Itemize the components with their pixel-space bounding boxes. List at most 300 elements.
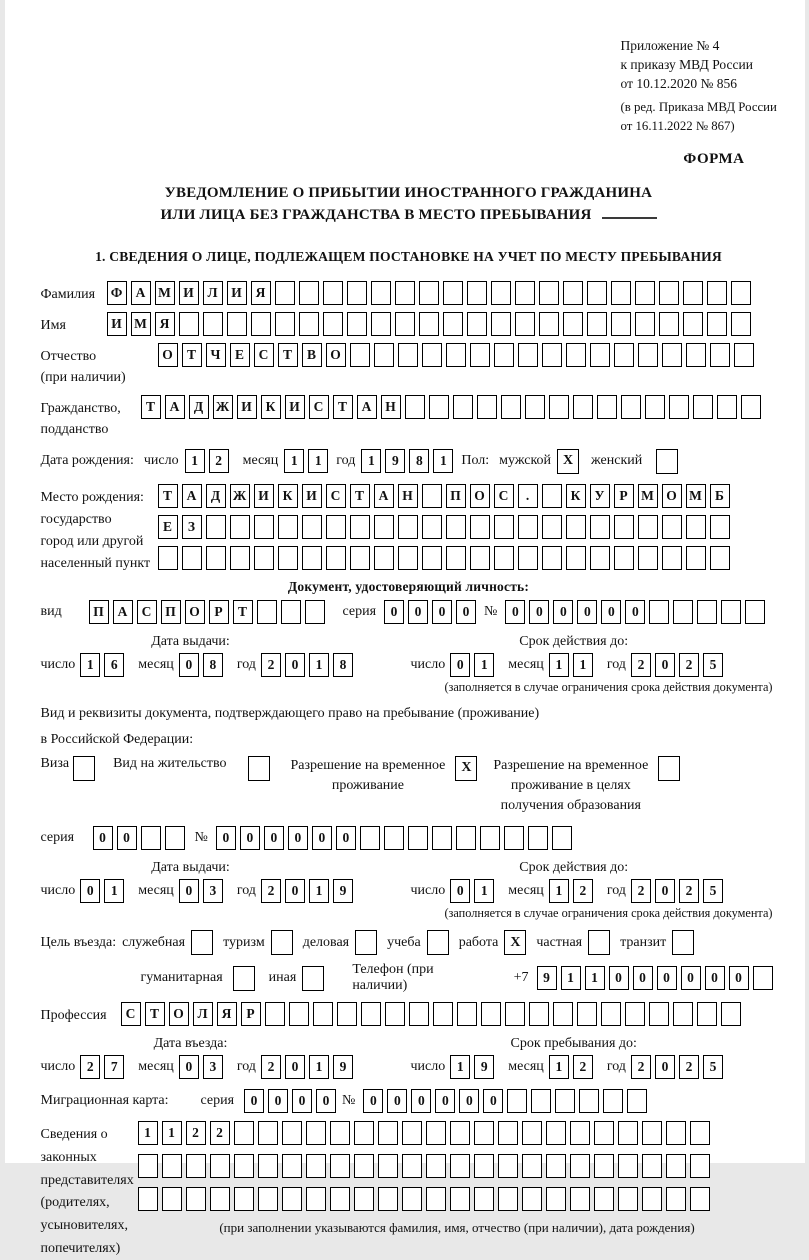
form-cell[interactable] — [446, 343, 466, 367]
form-cell[interactable]: 2 — [631, 1055, 651, 1079]
form-cell[interactable] — [254, 515, 274, 539]
form-cell[interactable] — [690, 1187, 710, 1211]
form-cell[interactable]: Ч — [206, 343, 226, 367]
form-cell[interactable] — [635, 312, 655, 336]
form-cell[interactable] — [162, 1187, 182, 1211]
form-cell[interactable] — [579, 1089, 599, 1113]
form-cell[interactable] — [326, 546, 346, 570]
form-cell[interactable]: Т — [333, 395, 353, 419]
form-cell[interactable]: 0 — [705, 966, 725, 990]
form-cell[interactable] — [549, 395, 569, 419]
form-cell[interactable]: М — [155, 281, 175, 305]
form-cell[interactable] — [408, 826, 428, 850]
form-cell[interactable]: 0 — [633, 966, 653, 990]
form-cell[interactable] — [398, 546, 418, 570]
form-cell[interactable] — [305, 600, 325, 624]
form-cell[interactable]: В — [302, 343, 322, 367]
purpose-humanitarian-checkbox[interactable] — [233, 966, 255, 991]
form-cell[interactable]: 0 — [336, 826, 356, 850]
form-cell[interactable] — [278, 546, 298, 570]
form-cell[interactable] — [433, 1002, 453, 1026]
form-cell[interactable]: 2 — [209, 449, 229, 473]
form-cell[interactable] — [686, 546, 706, 570]
form-cell[interactable]: И — [237, 395, 257, 419]
form-cell[interactable]: М — [131, 312, 151, 336]
form-cell[interactable]: 0 — [655, 653, 675, 677]
form-cell[interactable]: 0 — [601, 600, 621, 624]
form-cell[interactable]: 2 — [679, 653, 699, 677]
form-cell[interactable]: 0 — [435, 1089, 455, 1113]
form-cell[interactable] — [186, 1187, 206, 1211]
form-cell[interactable]: 1 — [309, 653, 329, 677]
form-cell[interactable]: 1 — [361, 449, 381, 473]
form-cell[interactable] — [281, 600, 301, 624]
form-cell[interactable] — [457, 1002, 477, 1026]
form-cell[interactable] — [422, 546, 442, 570]
form-cell[interactable] — [555, 1089, 575, 1113]
form-cell[interactable] — [378, 1187, 398, 1211]
form-cell[interactable] — [666, 1121, 686, 1145]
form-cell[interactable]: 0 — [657, 966, 677, 990]
form-cell[interactable] — [659, 312, 679, 336]
form-cell[interactable] — [642, 1187, 662, 1211]
form-cell[interactable] — [507, 1089, 527, 1113]
form-cell[interactable] — [546, 1154, 566, 1178]
form-cell[interactable] — [614, 515, 634, 539]
form-cell[interactable]: 0 — [408, 600, 428, 624]
form-cell[interactable] — [371, 312, 391, 336]
form-cell[interactable] — [446, 546, 466, 570]
form-cell[interactable]: 0 — [456, 600, 476, 624]
form-cell[interactable]: 1 — [450, 1055, 470, 1079]
form-cell[interactable] — [566, 546, 586, 570]
form-cell[interactable]: Е — [230, 343, 250, 367]
form-cell[interactable]: Т — [278, 343, 298, 367]
form-cell[interactable] — [289, 1002, 309, 1026]
form-cell[interactable] — [710, 343, 730, 367]
form-cell[interactable] — [539, 312, 559, 336]
form-cell[interactable]: 1 — [549, 879, 569, 903]
form-cell[interactable] — [419, 281, 439, 305]
form-cell[interactable]: 0 — [292, 1089, 312, 1113]
form-cell[interactable] — [659, 281, 679, 305]
form-cell[interactable]: 0 — [179, 653, 199, 677]
form-cell[interactable]: 9 — [385, 449, 405, 473]
form-cell[interactable]: Я — [251, 281, 271, 305]
form-cell[interactable] — [603, 1089, 623, 1113]
form-cell[interactable] — [683, 281, 703, 305]
form-cell[interactable] — [611, 281, 631, 305]
form-cell[interactable] — [384, 826, 404, 850]
form-cell[interactable] — [450, 1121, 470, 1145]
form-cell[interactable] — [707, 281, 727, 305]
form-cell[interactable]: Р — [241, 1002, 261, 1026]
form-cell[interactable] — [707, 312, 727, 336]
form-cell[interactable]: 0 — [655, 879, 675, 903]
form-cell[interactable] — [398, 343, 418, 367]
form-cell[interactable] — [501, 395, 521, 419]
form-cell[interactable] — [518, 515, 538, 539]
form-cell[interactable] — [299, 312, 319, 336]
form-cell[interactable]: С — [326, 484, 346, 508]
form-cell[interactable] — [402, 1121, 422, 1145]
form-cell[interactable] — [470, 343, 490, 367]
form-cell[interactable] — [186, 1154, 206, 1178]
form-cell[interactable] — [210, 1154, 230, 1178]
form-cell[interactable]: 0 — [179, 879, 199, 903]
form-cell[interactable]: И — [302, 484, 322, 508]
form-cell[interactable] — [395, 312, 415, 336]
form-cell[interactable]: 1 — [573, 653, 593, 677]
form-cell[interactable] — [203, 312, 223, 336]
form-cell[interactable] — [467, 281, 487, 305]
form-cell[interactable] — [505, 1002, 525, 1026]
form-cell[interactable]: 2 — [573, 1055, 593, 1079]
form-cell[interactable] — [731, 281, 751, 305]
form-cell[interactable]: Т — [233, 600, 253, 624]
form-cell[interactable]: К — [278, 484, 298, 508]
form-cell[interactable]: 2 — [631, 653, 651, 677]
form-cell[interactable] — [522, 1187, 542, 1211]
form-cell[interactable]: 2 — [679, 879, 699, 903]
form-cell[interactable] — [227, 312, 247, 336]
form-cell[interactable] — [522, 1154, 542, 1178]
form-cell[interactable]: 5 — [703, 653, 723, 677]
form-cell[interactable]: 2 — [573, 879, 593, 903]
form-cell[interactable] — [570, 1121, 590, 1145]
form-cell[interactable] — [741, 395, 761, 419]
form-cell[interactable] — [282, 1154, 302, 1178]
form-cell[interactable] — [686, 515, 706, 539]
form-cell[interactable]: П — [89, 600, 109, 624]
form-cell[interactable] — [753, 966, 773, 990]
form-cell[interactable]: С — [137, 600, 157, 624]
form-cell[interactable] — [642, 1154, 662, 1178]
form-cell[interactable] — [627, 1089, 647, 1113]
form-cell[interactable] — [385, 1002, 405, 1026]
form-cell[interactable]: 0 — [179, 1055, 199, 1079]
form-cell[interactable]: С — [121, 1002, 141, 1026]
form-cell[interactable] — [669, 395, 689, 419]
form-cell[interactable]: Ж — [213, 395, 233, 419]
form-cell[interactable]: 1 — [80, 653, 100, 677]
form-cell[interactable]: 0 — [316, 1089, 336, 1113]
form-cell[interactable]: А — [182, 484, 202, 508]
form-cell[interactable] — [673, 1002, 693, 1026]
form-cell[interactable]: 1 — [309, 1055, 329, 1079]
form-cell[interactable]: 8 — [203, 653, 223, 677]
form-cell[interactable] — [662, 343, 682, 367]
form-cell[interactable] — [590, 343, 610, 367]
form-cell[interactable] — [251, 312, 271, 336]
form-cell[interactable] — [302, 515, 322, 539]
form-cell[interactable]: Е — [158, 515, 178, 539]
form-cell[interactable]: 2 — [261, 1055, 281, 1079]
form-cell[interactable]: 0 — [505, 600, 525, 624]
form-cell[interactable]: З — [182, 515, 202, 539]
form-cell[interactable] — [330, 1154, 350, 1178]
form-cell[interactable]: 8 — [409, 449, 429, 473]
form-cell[interactable] — [450, 1187, 470, 1211]
form-cell[interactable] — [662, 546, 682, 570]
form-cell[interactable] — [491, 312, 511, 336]
form-cell[interactable] — [498, 1154, 518, 1178]
form-cell[interactable]: 1 — [474, 653, 494, 677]
form-cell[interactable] — [601, 1002, 621, 1026]
form-cell[interactable]: И — [227, 281, 247, 305]
form-cell[interactable] — [141, 826, 161, 850]
form-cell[interactable]: 0 — [529, 600, 549, 624]
form-cell[interactable] — [638, 515, 658, 539]
form-cell[interactable] — [395, 281, 415, 305]
form-cell[interactable]: . — [518, 484, 538, 508]
form-cell[interactable] — [621, 395, 641, 419]
form-cell[interactable]: 1 — [185, 449, 205, 473]
form-cell[interactable]: 9 — [333, 879, 353, 903]
form-cell[interactable] — [734, 343, 754, 367]
form-cell[interactable] — [234, 1121, 254, 1145]
form-cell[interactable]: Я — [155, 312, 175, 336]
form-cell[interactable]: 5 — [703, 879, 723, 903]
form-cell[interactable] — [257, 600, 277, 624]
form-cell[interactable] — [330, 1187, 350, 1211]
form-cell[interactable] — [697, 1002, 717, 1026]
form-cell[interactable]: 0 — [411, 1089, 431, 1113]
form-cell[interactable]: О — [470, 484, 490, 508]
form-cell[interactable]: О — [326, 343, 346, 367]
form-cell[interactable] — [323, 281, 343, 305]
form-cell[interactable] — [542, 343, 562, 367]
form-cell[interactable] — [206, 546, 226, 570]
form-cell[interactable]: Н — [381, 395, 401, 419]
form-cell[interactable] — [158, 546, 178, 570]
form-cell[interactable] — [350, 343, 370, 367]
form-cell[interactable] — [275, 312, 295, 336]
form-cell[interactable]: С — [494, 484, 514, 508]
form-cell[interactable] — [477, 395, 497, 419]
form-cell[interactable]: 0 — [432, 600, 452, 624]
form-cell[interactable]: О — [158, 343, 178, 367]
form-cell[interactable] — [594, 1187, 614, 1211]
form-cell[interactable] — [542, 515, 562, 539]
form-cell[interactable] — [282, 1187, 302, 1211]
form-cell[interactable] — [498, 1187, 518, 1211]
form-cell[interactable] — [531, 1089, 551, 1113]
form-cell[interactable] — [690, 1154, 710, 1178]
form-cell[interactable] — [443, 312, 463, 336]
form-cell[interactable] — [374, 515, 394, 539]
form-cell[interactable]: 0 — [288, 826, 308, 850]
form-cell[interactable] — [566, 515, 586, 539]
form-cell[interactable] — [721, 1002, 741, 1026]
form-cell[interactable]: 2 — [631, 879, 651, 903]
form-cell[interactable] — [282, 1121, 302, 1145]
form-cell[interactable]: 1 — [433, 449, 453, 473]
form-cell[interactable] — [278, 515, 298, 539]
form-cell[interactable] — [522, 1121, 542, 1145]
form-cell[interactable] — [525, 395, 545, 419]
form-cell[interactable] — [594, 1154, 614, 1178]
form-cell[interactable]: 0 — [80, 879, 100, 903]
form-cell[interactable] — [306, 1154, 326, 1178]
residence-permit-checkbox[interactable] — [248, 756, 270, 781]
form-cell[interactable]: 1 — [104, 879, 124, 903]
form-cell[interactable] — [474, 1187, 494, 1211]
form-cell[interactable] — [306, 1187, 326, 1211]
purpose-other-checkbox[interactable] — [302, 966, 324, 991]
form-cell[interactable]: 0 — [681, 966, 701, 990]
form-cell[interactable] — [162, 1154, 182, 1178]
form-cell[interactable] — [635, 281, 655, 305]
form-cell[interactable] — [577, 1002, 597, 1026]
form-cell[interactable]: К — [261, 395, 281, 419]
form-cell[interactable] — [206, 515, 226, 539]
form-cell[interactable] — [662, 515, 682, 539]
visa-checkbox[interactable] — [73, 756, 95, 781]
form-cell[interactable]: Н — [398, 484, 418, 508]
form-cell[interactable]: 1 — [162, 1121, 182, 1145]
form-cell[interactable] — [566, 343, 586, 367]
form-cell[interactable] — [594, 1121, 614, 1145]
form-cell[interactable]: Т — [141, 395, 161, 419]
form-cell[interactable]: 2 — [80, 1055, 100, 1079]
form-cell[interactable] — [587, 312, 607, 336]
form-cell[interactable]: О — [169, 1002, 189, 1026]
form-cell[interactable] — [480, 826, 500, 850]
form-cell[interactable] — [426, 1121, 446, 1145]
form-cell[interactable]: 0 — [240, 826, 260, 850]
form-cell[interactable]: 0 — [577, 600, 597, 624]
form-cell[interactable] — [563, 281, 583, 305]
form-cell[interactable]: Р — [209, 600, 229, 624]
form-cell[interactable] — [350, 515, 370, 539]
form-cell[interactable] — [323, 312, 343, 336]
form-cell[interactable] — [570, 1187, 590, 1211]
form-cell[interactable]: 5 — [703, 1055, 723, 1079]
form-cell[interactable]: 2 — [679, 1055, 699, 1079]
form-cell[interactable] — [275, 281, 295, 305]
form-cell[interactable]: П — [446, 484, 466, 508]
form-cell[interactable]: А — [165, 395, 185, 419]
form-cell[interactable] — [432, 826, 452, 850]
form-cell[interactable] — [254, 546, 274, 570]
form-cell[interactable] — [374, 343, 394, 367]
form-cell[interactable]: 0 — [117, 826, 137, 850]
form-cell[interactable] — [470, 515, 490, 539]
form-cell[interactable]: 9 — [537, 966, 557, 990]
form-cell[interactable]: 7 — [104, 1055, 124, 1079]
form-cell[interactable]: 2 — [210, 1121, 230, 1145]
form-cell[interactable]: 0 — [264, 826, 284, 850]
form-cell[interactable] — [234, 1187, 254, 1211]
form-cell[interactable] — [618, 1187, 638, 1211]
form-cell[interactable] — [590, 546, 610, 570]
form-cell[interactable] — [573, 395, 593, 419]
form-cell[interactable] — [731, 312, 751, 336]
form-cell[interactable] — [515, 312, 535, 336]
form-cell[interactable]: Л — [203, 281, 223, 305]
form-cell[interactable] — [625, 1002, 645, 1026]
form-cell[interactable] — [330, 1121, 350, 1145]
form-cell[interactable]: 0 — [285, 1055, 305, 1079]
form-cell[interactable] — [470, 546, 490, 570]
form-cell[interactable]: И — [285, 395, 305, 419]
form-cell[interactable] — [673, 600, 693, 624]
form-cell[interactable] — [515, 281, 535, 305]
form-cell[interactable] — [690, 1121, 710, 1145]
form-cell[interactable] — [542, 546, 562, 570]
form-cell[interactable]: О — [662, 484, 682, 508]
form-cell[interactable] — [710, 546, 730, 570]
form-cell[interactable]: 0 — [285, 653, 305, 677]
form-cell[interactable] — [546, 1121, 566, 1145]
purpose-work-checkbox[interactable]: X — [504, 930, 526, 955]
form-cell[interactable] — [419, 312, 439, 336]
form-cell[interactable] — [587, 281, 607, 305]
form-cell[interactable] — [354, 1121, 374, 1145]
form-cell[interactable] — [638, 546, 658, 570]
form-cell[interactable] — [467, 312, 487, 336]
form-cell[interactable]: И — [179, 281, 199, 305]
form-cell[interactable]: 1 — [138, 1121, 158, 1145]
form-cell[interactable]: 0 — [285, 879, 305, 903]
form-cell[interactable] — [563, 312, 583, 336]
form-cell[interactable] — [422, 484, 442, 508]
form-cell[interactable]: 0 — [609, 966, 629, 990]
form-cell[interactable] — [693, 395, 713, 419]
form-cell[interactable]: 0 — [387, 1089, 407, 1113]
form-cell[interactable] — [258, 1187, 278, 1211]
form-cell[interactable]: Т — [158, 484, 178, 508]
form-cell[interactable] — [165, 826, 185, 850]
form-cell[interactable] — [721, 600, 741, 624]
form-cell[interactable] — [443, 281, 463, 305]
form-cell[interactable] — [446, 515, 466, 539]
form-cell[interactable] — [529, 1002, 549, 1026]
form-cell[interactable] — [378, 1121, 398, 1145]
form-cell[interactable] — [258, 1154, 278, 1178]
form-cell[interactable] — [409, 1002, 429, 1026]
form-cell[interactable] — [491, 281, 511, 305]
form-cell[interactable]: 2 — [261, 879, 281, 903]
form-cell[interactable]: А — [374, 484, 394, 508]
form-cell[interactable] — [350, 546, 370, 570]
form-cell[interactable]: 1 — [549, 653, 569, 677]
form-cell[interactable] — [666, 1154, 686, 1178]
form-cell[interactable]: О — [185, 600, 205, 624]
form-cell[interactable] — [494, 515, 514, 539]
form-cell[interactable]: 0 — [312, 826, 332, 850]
form-cell[interactable] — [618, 1154, 638, 1178]
form-cell[interactable]: А — [113, 600, 133, 624]
form-cell[interactable] — [474, 1121, 494, 1145]
purpose-private-checkbox[interactable] — [588, 930, 610, 955]
form-cell[interactable] — [182, 546, 202, 570]
form-cell[interactable] — [306, 1121, 326, 1145]
form-cell[interactable]: М — [638, 484, 658, 508]
form-cell[interactable] — [614, 546, 634, 570]
form-cell[interactable]: 1 — [474, 879, 494, 903]
form-cell[interactable]: 1 — [284, 449, 304, 473]
form-cell[interactable] — [638, 343, 658, 367]
temp-residence-checkbox[interactable]: X — [455, 756, 477, 781]
form-cell[interactable] — [645, 395, 665, 419]
form-cell[interactable]: К — [566, 484, 586, 508]
form-cell[interactable]: 0 — [216, 826, 236, 850]
form-cell[interactable] — [611, 312, 631, 336]
purpose-study-checkbox[interactable] — [427, 930, 449, 955]
form-cell[interactable] — [138, 1187, 158, 1211]
